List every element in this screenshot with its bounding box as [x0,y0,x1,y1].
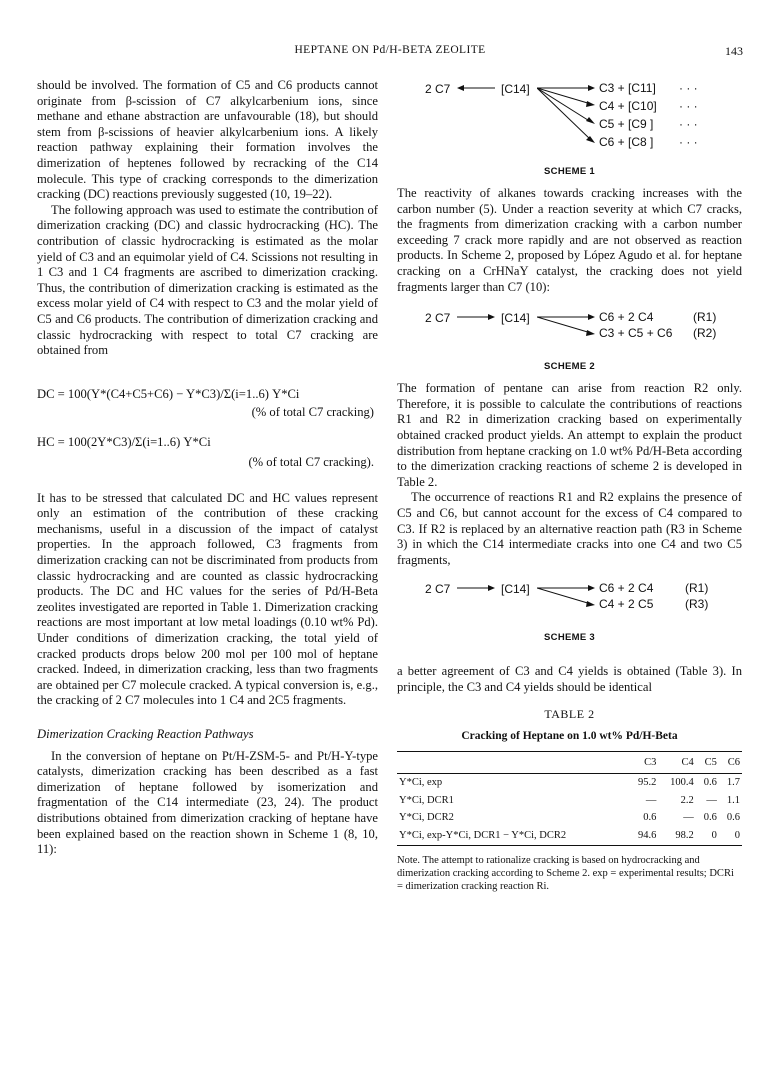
scheme3-caption: SCHEME 3 [544,632,595,644]
table-cell: 94.6 [628,827,658,845]
equation-dc: DC = 100(Y*(C4+C5+C6) − Y*C3)/Σ(i=1..6) Y*Ci [37,386,300,401]
equation-hc-note: (% of total C7 cracking). [248,454,374,469]
right-paragraph-3: The occurrence of reactions R1 and R2 explains the presence of C5 and C6, but cannot account for the excess of C4 compared to C3. If R2 is replaced by an alternative reaction path (R3 in Scheme 3) in which the C14 intermediate cracks into one C4 and two C5 fragments, [397,490,742,567]
scheme1-continuation-3: · · · [679,117,698,131]
scheme1-continuation-1: · · · [679,81,698,95]
table-cell: 2.2 [680,794,694,806]
scheme3-branch-arrows [537,582,597,612]
scheme3-arrow [455,582,499,594]
left-paragraph-2: The following approach was used to estimate the contribution of dimerization cracking (DC) and classic hydrocracking (HC). The contribution of classic hydrocracking is estimated as the molar yield of C3 and an equimolar yield of C4. Scissions not resulting in 1 C3 and 1 C4 fragments are ascribed to dimerization cracking. Thus, the contribution of dimerization cracking is estimated as the excess molar yield of C4 with respect to C3 and the molar yield of C5 and C6 products. The contribution of dimerization cracking and classic hydrocracking with respect to total C7 cracking are obtained from [37,202,378,358]
table-cell: 98.2 [658,827,695,845]
scheme1-continuation-4: · · · [679,135,698,149]
scheme2-product-1: C6 + 2 C4 [599,310,654,325]
left-paragraph-4: In the conversion of heptane on Pt/H-ZSM-5- and Pt/H-Y-type catalysts, dimerization cracking has been described as a fast dimerization of heptane followed by isomerization and fragmentation of the C14 intermediate (23, 24). The product distributions obtained from dimerization cracking of heptane have been explained based on the reaction shown in Scheme 1 (8, 10, 11): [37,748,378,857]
left-paragraph-3: It has to be stressed that calculated DC and HC values represent only an estimation of the contribution of these cracking mechanisms, useful in a discussion of the impact of catalyst properties. In the approach followed, C3 fragments from dimerization cracking can not be discriminated from products from classic hydrocracking and are counted as classic hydrocracking products. The DC and HC values for the series of Pd/H-Beta zeolites investigated are reported in Table 1. Dimerization cracking reactions are most important at low metal loadings (0.10 wt% Pd). Under conditions of dimerization cracking, the total yield of cracked products drops below 200 mol per 100 mol of heptane cracked. Indeed, in dimerization cracking, less than two fragments are obtained per C7 molecule cracked. A typical conversion is, e.g., the cracking of 2 C7 molecules into 1 C4 and 2C5 fragments. [37,490,378,708]
scheme1-branch-arrows [537,82,597,154]
scheme1-product-2: C4 + [C10] [599,99,657,113]
table-cell: — [706,794,717,806]
scheme1-equilibrium-arrow [455,82,499,94]
table-cell: 100.4 [670,777,694,789]
scheme1-product-1: C3 + [C11] [599,81,656,95]
table-cell: — [645,794,657,806]
scheme1-caption: SCHEME 1 [544,166,595,177]
section-heading: Dimerization Cracking Reaction Pathways [37,727,254,741]
scheme3-label-r1: (R1) [685,581,709,596]
table-cell: 0.6 [643,812,657,824]
table-cell: Y*Ci, exp [399,777,443,789]
scheme-3 [397,576,742,646]
results-table [397,751,742,846]
scheme2-branch-arrows [537,311,597,341]
right-column [397,78,742,893]
table-cell: 0 [719,827,742,845]
scheme3-product-1: C6 + 2 C4 [599,581,654,596]
table-cell: 95.2 [638,777,657,789]
table-cell: 0 [696,827,719,845]
left-paragraph-1: should be involved. The formation of C5 and C6 products cannot originate from β-scission of C7 alkylcarbenium ions, since methane and ethane abstraction are unfavourable (18), but should stem from β-scissions of heavier alkylcarbenium ions. A likely reaction pathway explaining their formation involves the dimerization of heptenes followed by recracking of the C14 molecule. This type of cracking corresponds to the dimerization cracking (DC) reactions previously suggested (10, 19–22). [37,78,378,202]
scheme2-label-r1: (R1) [693,310,717,325]
scheme2-intermediate: [C14] [501,311,530,326]
scheme-1 [397,78,742,178]
table-title: TABLE 2 [544,707,595,722]
scheme1-product-3: C5 + [C9 ] [599,117,654,131]
table-header-row [397,751,742,774]
scheme1-reactant: 2 C7 [425,82,451,96]
right-paragraph-2: The formation of pentane can arise from reaction R2 only. Therefore, it is possible to calculate the contributions of reactions R1 and R2 in dimerization cracking based on experimentally obtained cracked product yields. An attempt to explain the product distribution from heptane cracking on 1.0 wt% Pd/H-Beta according to the dimerization cracking reactions of scheme 2 is developed in Table 2. [397,381,742,489]
table-cell: — [683,812,694,824]
scheme-2 [397,305,742,375]
table-header-cell: C5 [696,751,719,774]
table-subtitle: Cracking of Heptane on 1.0 wt% Pd/H-Beta [461,730,678,743]
table-header-cell [397,751,628,774]
table-row [397,827,742,845]
right-paragraph-4: a better agreement of C3 and C4 yields is obtained (Table 3). In principle, the C3 and C4 yields should be identical [397,664,742,694]
table-cell: 0.6 [726,812,740,824]
scheme1-intermediate: [C14] [501,82,530,96]
scheme2-product-2: C3 + C5 + C6 [599,326,673,341]
table-cell: Y*Ci, DCR1 [399,794,454,806]
journal-header-title: HEPTANE ON Pd/H-BETA ZEOLITE [294,44,486,56]
scheme1-continuation-2: · · · [679,99,698,113]
scheme1-product-4: C6 + [C8 ] [599,135,654,149]
table-header-cell: C3 [628,751,658,774]
scheme3-label-r3: (R3) [685,597,709,612]
table-cell: 0.6 [703,777,717,789]
table-header-cell: C4 [658,751,695,774]
scheme3-intermediate: [C14] [501,582,530,597]
scheme3-reactant: 2 C7 [425,582,451,597]
table-cell: 0.6 [703,812,717,824]
running-header [0,44,780,64]
equation-hc: HC = 100(2Y*C3)/Σ(i=1..6) Y*Ci [37,434,211,449]
right-paragraph-1: The reactivity of alkanes towards cracking increases with the carbon number (5). Under a reaction severity at which C7 cracks, the fragments from dimerization cracking with a carbon number exceeding 7 crack more rapidly and are not observed as reaction products. In Scheme 2, proposed by López Agudo et al. for heptane cracking on a CrHNaY catalyst, the cracking does not yield fragments larger than C7 (10): [397,186,742,294]
table-row [397,774,742,792]
scheme2-caption: SCHEME 2 [544,361,595,373]
table-header-cell: C6 [719,751,742,774]
table-cell: 1.1 [726,794,740,806]
table-note: Note. The attempt to rationalize cracking is based on hydrocracking and dimerization cracking according to Scheme 2. exp = experimental results; DCRi = dimerization cracking reaction Ri. [397,854,734,892]
table-cell: Y*Ci, exp-Y*Ci, DCR1 − Y*Ci, DCR2 [397,827,628,845]
table-row [397,809,742,827]
table-cell: 1.7 [726,777,740,789]
table-row [397,792,742,810]
page-number: 143 [725,44,743,58]
equation-block [37,373,378,473]
table-cell: Y*Ci, DCR2 [399,812,454,824]
scheme3-product-2: C4 + 2 C5 [599,597,654,612]
scheme2-reactant: 2 C7 [425,311,451,326]
equation-dc-note: (% of total C7 cracking) [251,404,374,419]
scheme2-arrow [455,311,499,323]
left-column [37,78,378,858]
scheme2-label-r2: (R2) [693,326,717,341]
